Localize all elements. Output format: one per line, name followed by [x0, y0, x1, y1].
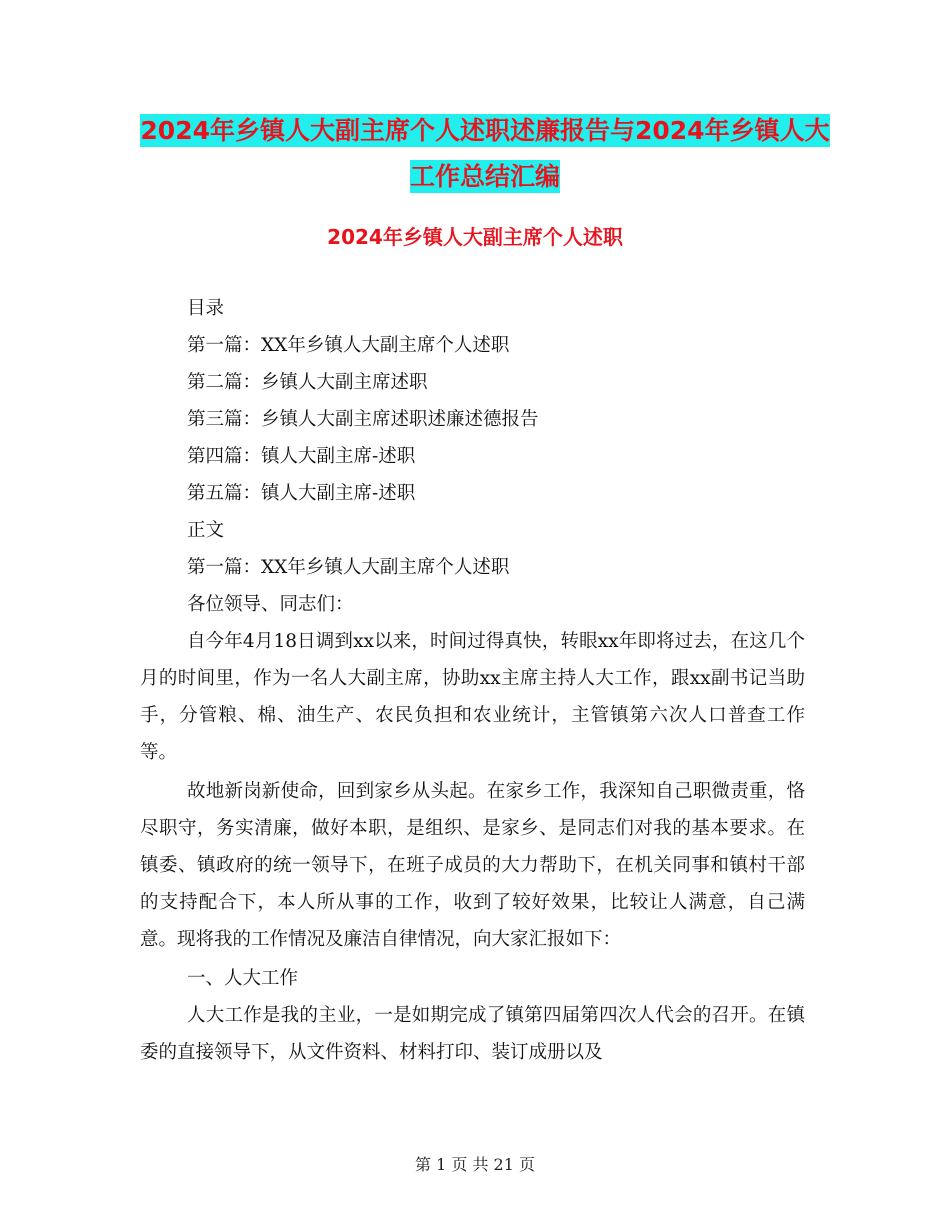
- toc-item-5: 第五篇：镇人大副主席-述职: [187, 483, 416, 504]
- toc-heading: 目录: [187, 298, 225, 319]
- toc-item-1: 第一篇：XX年乡镇人大副主席个人述职: [187, 335, 510, 356]
- body-heading: 正文: [187, 520, 225, 541]
- body-paragraph-2: 故地新岗新使命，回到家乡从头起。在家乡工作，我深知自己职微责重，恪尽职守，务实清廉，做好本职，是组织、是家乡、是同志们对我的基本要求。在镇委、镇政府的统一领导下，在班子成员的大力帮助下，在机关同事和镇村干部的支持配合下，本人所从事的工作，收到了较好效果，比较让人满意，自己满意。现将我的工作情况及廉洁自律情况，向大家汇报如下：: [140, 781, 805, 950]
- toc-item-3: 第三篇：乡镇人大副主席述职述廉述德报告: [187, 409, 539, 430]
- page-footer: 第 1 页 共 21 页: [415, 1155, 535, 1174]
- section-paragraph-1: 人大工作是我的主业，一是如期完成了镇第四届第四次人代会的召开。在镇委的直接领导下，从文件资料、材料打印、装订成册以及: [140, 1005, 805, 1063]
- document-body: [140, 290, 805, 1073]
- greeting: 各位领导、同志们：: [187, 594, 354, 615]
- body-paragraph-1: 自今年4月18日调到xx以来，时间过得真快，转眼xx年即将过去，在这几个月的时间里，作为一名人大副主席，协助xx主席主持人大工作，跟xx副书记当助手，分管粮、棉、油生产、农民负担和农业统计，主管镇第六次人口普查工作等。: [140, 631, 805, 763]
- document-title-text: 2024年乡镇人大副主席个人述职述廉报告与2024年乡镇人大工作总结汇编: [140, 116, 830, 191]
- document-title: [140, 108, 830, 200]
- chapter-title: 第一篇：XX年乡镇人大副主席个人述职: [187, 557, 510, 578]
- section-heading: 一、人大工作: [187, 968, 299, 989]
- toc-item-2: 第二篇：乡镇人大副主席述职: [187, 372, 428, 393]
- toc-item-4: 第四篇：镇人大副主席-述职: [187, 446, 416, 467]
- document-subtitle: 2024年乡镇人大副主席个人述职: [327, 225, 623, 249]
